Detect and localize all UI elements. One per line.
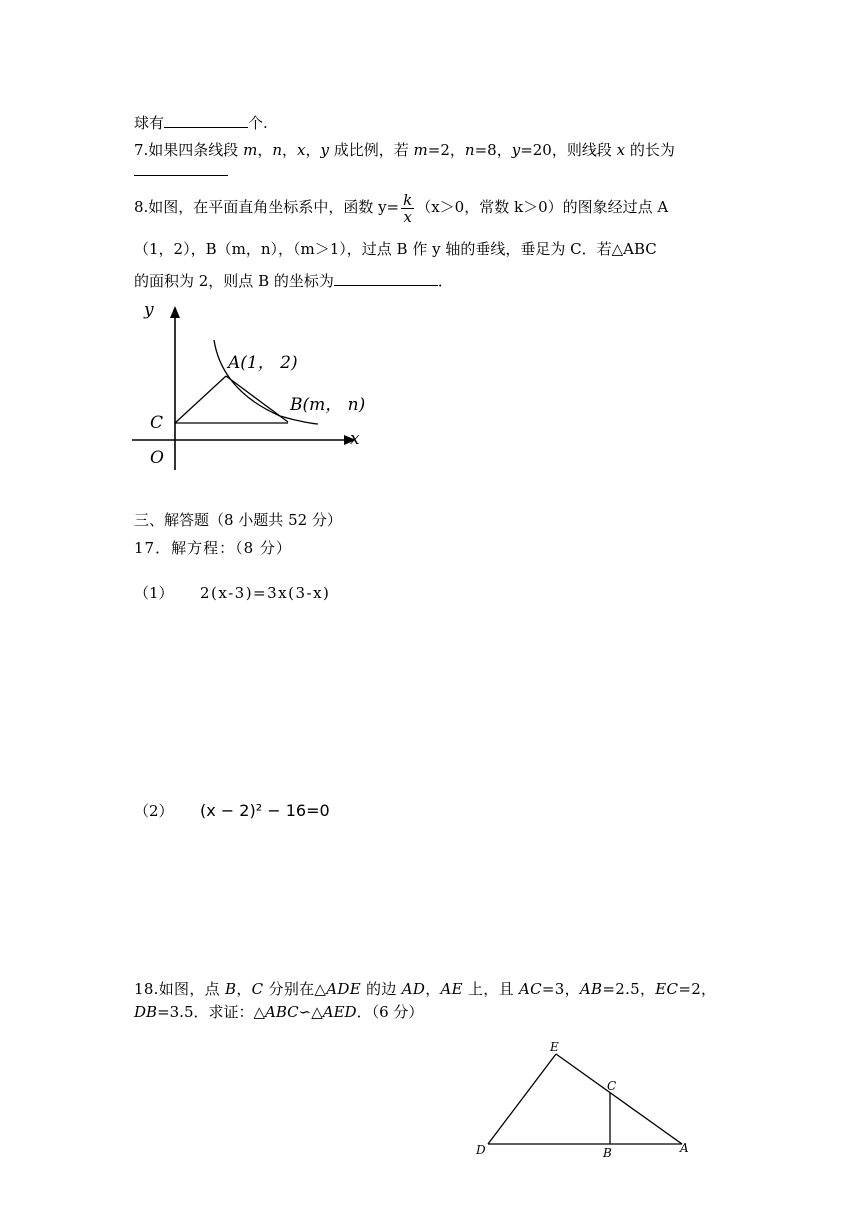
- fraction-k-over-x: $\frac{k}{x}$: [403, 190, 413, 226]
- point-b-label: B(m， n): [290, 395, 366, 415]
- point-e-label: E: [550, 1040, 559, 1054]
- segment-ea: [556, 1054, 682, 1144]
- triangle-figure: [470, 1036, 700, 1166]
- point-c-label: C: [607, 1079, 617, 1093]
- segment-ca: [175, 376, 226, 423]
- question-7: 7.如果四条线段 m，n，x，y 成比例，若 m=2，n=8，y=20，则线段 x 的长为: [134, 141, 675, 159]
- question-6-tail: 球有 个.: [134, 114, 268, 132]
- question-17-title: 17．解方程：（8 分）: [134, 539, 292, 557]
- section-3-heading: 三、解答题（8 小题共 52 分）: [134, 511, 342, 529]
- origin-label: O: [150, 448, 164, 468]
- point-a-label: A: [680, 1141, 689, 1155]
- point-b-label: B: [603, 1146, 612, 1160]
- question-17-part-1: （1） 2(x-3)=3x(3-x): [134, 584, 331, 602]
- y-axis-label: y: [144, 300, 154, 320]
- question-7-blank-line: [134, 160, 228, 182]
- segment-ab: [226, 376, 288, 422]
- y-axis-arrow-icon: [170, 306, 180, 318]
- answer-blank: [334, 271, 438, 286]
- answer-blank: [164, 113, 248, 128]
- question-18-line-2: DB=3.5．求证：△ABC∽△AED．（6 分）: [134, 1003, 424, 1021]
- point-c-label: C: [150, 413, 164, 433]
- question-17-part-2: （2） (x − 2)² − 16=0: [134, 801, 330, 820]
- answer-blank: [134, 161, 228, 176]
- point-d-label: D: [476, 1143, 486, 1157]
- question-8-line-1: 8.如图，在平面直角坐标系中，函数 y= $\frac{k}{x}$ （x＞0，常数 k＞0）的图象经过点 A: [134, 190, 669, 226]
- question-8-line-2: （1，2），B（m，n），（m＞1），过点 B 作 y 轴的垂线，垂足为 C．若△ABC: [134, 240, 657, 258]
- x-axis-label: x: [350, 429, 360, 449]
- question-8-line-3: 的面积为 2，则点 B 的坐标为 ．: [134, 272, 453, 290]
- question-18-line-1: 18.如图，点 B，C 分别在△ADE 的边 AD，AE 上，且 AC=3，AB=2.5，EC=2，: [134, 980, 717, 998]
- segment-de: [488, 1054, 556, 1144]
- coordinate-graph: [130, 298, 370, 478]
- point-a-label: A(1， 2): [228, 353, 298, 373]
